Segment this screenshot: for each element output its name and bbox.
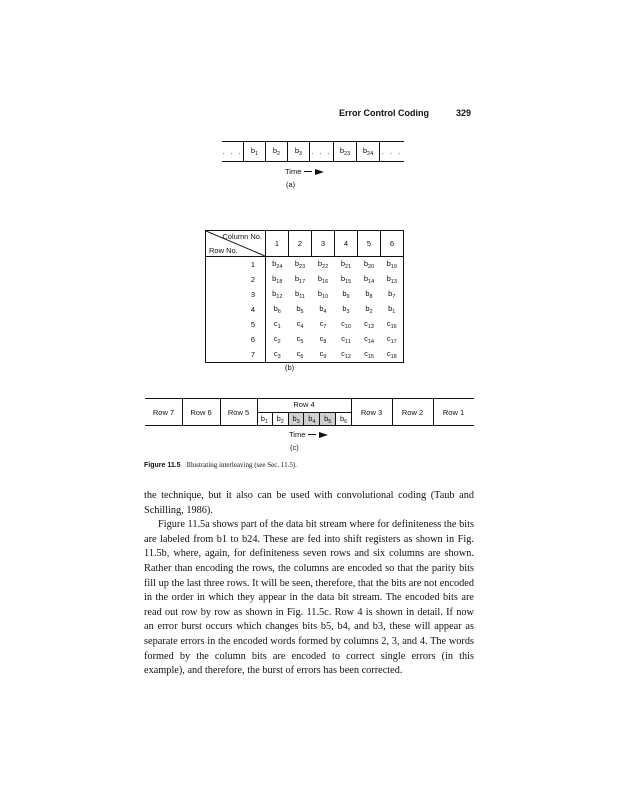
stream-bit-label: $b_{24}$ <box>362 146 374 157</box>
column-number: 5 <box>358 231 381 257</box>
row-4-bit-label: $b_4$ <box>308 413 316 425</box>
stream-bit-cell <box>334 142 357 161</box>
cell-bit-label: $c_{15}$ <box>364 349 374 360</box>
row-4-bit-label: $b_5$ <box>324 413 332 425</box>
cell-bit-label: $b_{13}$ <box>386 274 397 285</box>
figure-c-label: (c) <box>290 443 299 452</box>
cell-bit-label: $b_1$ <box>388 304 396 315</box>
stream-ellipsis-cell <box>380 142 404 161</box>
figure-c-encoded-stream <box>145 398 474 426</box>
table-cell <box>381 317 404 332</box>
stream-bit-label: . . . <box>311 147 332 156</box>
table-cell <box>335 317 358 332</box>
row-4-bit-cell <box>257 413 273 425</box>
cell-bit-label: $c_8$ <box>319 334 327 345</box>
table-row <box>206 317 404 332</box>
cell-bit-label: $b_{17}$ <box>294 274 306 285</box>
table-cell <box>289 272 312 287</box>
cell-bit-label: $b_{16}$ <box>317 274 329 285</box>
row-6-block: Row 6 <box>190 407 212 417</box>
row-number: 1 <box>206 257 266 273</box>
table-cell <box>266 347 289 363</box>
row-3-block: Row 3 <box>360 407 383 417</box>
row-4-bit-cell <box>273 413 289 425</box>
stream-bit-label: $b_1$ <box>250 146 259 157</box>
row-4-bit-cell <box>289 413 305 425</box>
row-7-block: Row 7 <box>152 407 175 417</box>
cell-bit-label: $c_7$ <box>319 319 327 330</box>
table-cell <box>358 257 381 273</box>
row-4-bit-cells <box>257 412 351 425</box>
stream-ellipsis-cell <box>310 142 334 161</box>
cell-bit-label: $c_{16}$ <box>386 319 397 330</box>
stream-bit-cell <box>357 142 380 161</box>
table-cell <box>312 332 335 347</box>
row-number: 2 <box>206 272 266 287</box>
caption-text: Illustrating interleaving (see Sec. 11.5). <box>186 461 297 469</box>
figure-a-time-arrow-shaft <box>304 171 312 172</box>
table-row <box>206 287 404 302</box>
table-cell <box>358 287 381 302</box>
stream-ellipsis-cell <box>222 142 244 161</box>
cell-bit-label: $b_{15}$ <box>340 274 352 285</box>
cell-bit-label: $b_{11}$ <box>295 289 305 300</box>
table-cell <box>266 332 289 347</box>
table-cell <box>266 272 289 287</box>
column-number: 4 <box>335 231 358 257</box>
table-cell <box>266 287 289 302</box>
cell-bit-label: $c_{14}$ <box>364 334 374 345</box>
cell-bit-label: $c_2$ <box>273 334 281 345</box>
table-cell <box>289 317 312 332</box>
table-cell <box>266 257 289 273</box>
table-cell <box>289 302 312 317</box>
table-cell <box>312 257 335 273</box>
cell-bit-label: $b_{18}$ <box>272 274 283 285</box>
row-4-bit-label: $b_1$ <box>260 413 269 425</box>
row-number: 7 <box>206 347 266 363</box>
table-cell <box>312 347 335 363</box>
table-cell <box>289 257 312 273</box>
table-cell <box>335 287 358 302</box>
figure-c-time-arrow-icon <box>319 432 328 438</box>
cell-bit-label: $b_{23}$ <box>294 259 306 270</box>
table-row <box>206 302 404 317</box>
table-cell <box>381 347 404 363</box>
figure-caption <box>144 461 297 469</box>
table-cell <box>289 332 312 347</box>
row-number: 6 <box>206 332 266 347</box>
page-number: 329 <box>456 108 472 118</box>
table-cell <box>381 332 404 347</box>
cell-bit-label: $b_{22}$ <box>317 259 329 270</box>
column-number-heading: Column No. <box>222 232 262 241</box>
table-cell <box>335 347 358 363</box>
row-4-bit-cell <box>336 413 351 425</box>
cell-bit-label: $b_{20}$ <box>363 259 375 270</box>
figure-b-label: (b) <box>285 363 295 372</box>
table-cell <box>358 332 381 347</box>
figure-c-time-label: Time <box>289 430 306 439</box>
table-cell <box>358 302 381 317</box>
table-cell <box>358 347 381 363</box>
table-cell <box>312 287 335 302</box>
caption-figure-number: Figure 11.5 <box>144 462 181 469</box>
figure-c-time-arrow-shaft <box>308 434 316 435</box>
cell-bit-label: $b_{12}$ <box>272 289 283 300</box>
figure-a-label: (a) <box>286 180 296 189</box>
table-row <box>206 347 404 363</box>
row-number: 3 <box>206 287 266 302</box>
table-row <box>206 257 404 273</box>
figure-c-time-axis <box>289 430 328 439</box>
row-number-heading: Row No. <box>209 246 238 255</box>
cell-bit-label: $c_{11}$ <box>341 334 351 345</box>
figure-a-time-label: Time <box>285 167 302 176</box>
table-cell <box>335 302 358 317</box>
row-number: 5 <box>206 317 266 332</box>
cell-bit-label: $c_4$ <box>296 319 304 330</box>
column-number: 3 <box>312 231 335 257</box>
stream-bit-label: . . . <box>222 147 243 156</box>
cell-bit-label: $c_{12}$ <box>341 349 351 360</box>
stream-bit-cell <box>266 142 288 161</box>
stream-bit-label: $b_2$ <box>272 146 281 157</box>
table-cell <box>335 257 358 273</box>
figure-a-time-axis <box>285 167 324 176</box>
row-4-bit-cell <box>304 413 320 425</box>
paragraph-2: Figure 11.5a shows part of the data bit stream where for definiteness the bits are labeled from b1 to b24. These are fed into shift registers as shown in Fig. 11.5b, where, again, for definiteness seven rows and six columns are shown. Rather than encoding the rows, the columns are encoded so that the parity bits fill up the last three rows. It will be seen, therefore, that the bits are not encoded in the order in which they appear in the data bit stream. The encoded bits are read out row by row as shown in Fig. 11.5c. Row 4 is shown in detail. If now an error burst occurs which changes bits b5, b4, and b3, these will appear as separate errors in the encoded words formed by columns 2, 3, and 4. The words formed by the column bits are encoded to correct single errors (in this example), and therefore, the burst of errors has been corrected. <box>144 519 474 677</box>
row-5-block: Row 5 <box>227 407 250 417</box>
table-row <box>206 272 404 287</box>
cell-bit-label: $b_5$ <box>296 304 304 315</box>
cell-bit-label: $b_4$ <box>319 304 327 315</box>
cell-bit-label: $b_8$ <box>365 289 373 300</box>
table-cell <box>289 287 312 302</box>
cell-bit-label: $b_{19}$ <box>386 259 397 270</box>
running-header-title: Error Control Coding <box>339 108 429 118</box>
column-number: 6 <box>381 231 404 257</box>
row-4-bit-label: $b_2$ <box>276 413 284 425</box>
cell-bit-label: $c_6$ <box>296 349 304 360</box>
stream-bit-cell <box>244 142 266 161</box>
table-cell <box>266 302 289 317</box>
table-cell <box>312 317 335 332</box>
body-text <box>144 489 474 679</box>
cell-bit-label: $b_{10}$ <box>317 289 329 300</box>
cell-bit-label: $c_{10}$ <box>341 319 351 330</box>
paragraph-1: the technique, but it also can be used with convolutional coding (Taub and Schilling, 1986). <box>144 490 474 516</box>
table-cell <box>381 272 404 287</box>
row-4-bit-label: $b_3$ <box>292 413 300 425</box>
stream-bit-label: . . . <box>381 147 403 156</box>
figure-b-shift-register-table <box>205 230 404 363</box>
table-corner-header <box>206 231 266 257</box>
column-number: 1 <box>266 231 289 257</box>
column-number: 2 <box>289 231 312 257</box>
stream-bit-label: $b_3$ <box>294 146 303 157</box>
cell-bit-label: $b_{24}$ <box>272 259 283 270</box>
row-2-block: Row 2 <box>401 407 424 417</box>
cell-bit-label: $b_6$ <box>273 304 281 315</box>
row-4-label: Row 4 <box>293 400 315 409</box>
row-4-detail <box>257 399 351 425</box>
cell-bit-label: $c_3$ <box>273 349 281 360</box>
table-cell <box>358 272 381 287</box>
table-cell <box>381 302 404 317</box>
table-cell <box>381 287 404 302</box>
cell-bit-label: $b_{14}$ <box>363 274 375 285</box>
cell-bit-label: $c_{18}$ <box>386 349 397 360</box>
table-cell <box>266 317 289 332</box>
table-cell <box>335 332 358 347</box>
table-cell <box>381 257 404 273</box>
table-cell <box>312 272 335 287</box>
row-4-bit-cell <box>320 413 336 425</box>
stream-bit-cell <box>288 142 310 161</box>
cell-bit-label: $b_7$ <box>388 289 396 300</box>
row-1-block: Row 1 <box>442 407 465 417</box>
cell-bit-label: $c_{17}$ <box>386 334 397 345</box>
figure-a-time-arrow-icon <box>315 169 324 175</box>
cell-bit-label: $c_5$ <box>296 334 304 345</box>
table-cell <box>289 347 312 363</box>
table-cell <box>358 317 381 332</box>
figure-a-bit-stream <box>222 141 404 162</box>
cell-bit-label: $c_9$ <box>319 349 327 360</box>
cell-bit-label: $b_3$ <box>342 304 350 315</box>
cell-bit-label: $c_{13}$ <box>364 319 374 330</box>
table-cell <box>335 272 358 287</box>
cell-bit-label: $b_2$ <box>365 304 373 315</box>
table-cell <box>312 302 335 317</box>
table-row <box>206 332 404 347</box>
cell-bit-label: $b_{21}$ <box>340 259 352 270</box>
cell-bit-label: $b_9$ <box>342 289 350 300</box>
row-4-bit-label: $b_6$ <box>339 413 348 425</box>
stream-bit-label: $b_{23}$ <box>339 146 351 157</box>
row-number: 4 <box>206 302 266 317</box>
cell-bit-label: $c_1$ <box>273 319 281 330</box>
